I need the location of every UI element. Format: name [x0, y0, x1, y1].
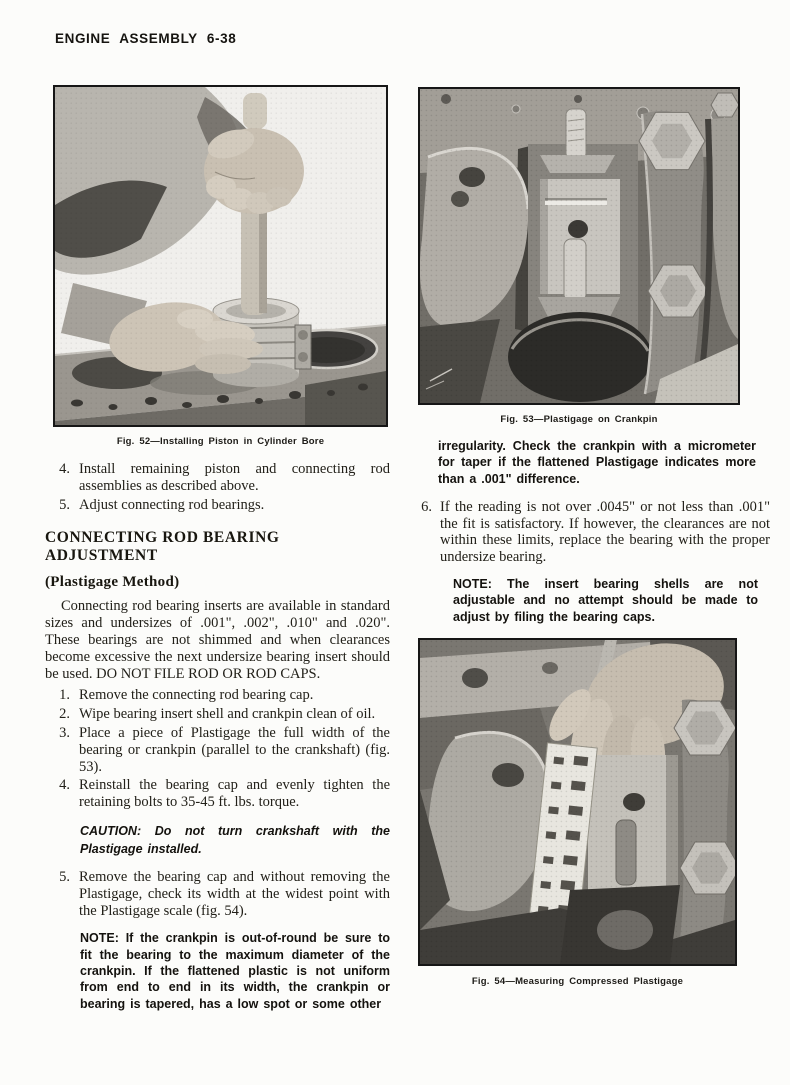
list-number: 4.: [59, 777, 70, 794]
list-text: Adjust connecting rod bearings.: [79, 496, 265, 513]
list-text: Install remaining piston and connecting rod assemblies as described above.: [79, 461, 390, 494]
note-crankpin: NOTE: If the crankpin is out-of-round be sure to fit the bearing to the maximum diameter of the crankpin. If the flattened plastic is not uniform from end to end in its width, the crankpin or bearing is tapered, has a low spot or some other: [80, 931, 390, 1011]
list-text: Reinstall the bearing cap and evenly tighten the retaining bolts to 35-45 ft. lbs. torque.: [79, 777, 390, 811]
step-6: [418, 499, 770, 566]
list-item: [45, 497, 390, 514]
list-item: [45, 687, 390, 704]
procedure-steps: [45, 687, 390, 811]
list-item: [45, 706, 390, 723]
figure-54: [418, 638, 737, 966]
list-text: Remove the bearing cap and without removing the Plastigage, check its width at the widest point with the Plastigage scale (fig. 54).: [79, 868, 390, 919]
left-column: [45, 85, 390, 1012]
right-column: [418, 87, 770, 987]
section-heading: CONNECTING ROD BEARING ADJUSTMENT: [45, 529, 280, 565]
figure-52: [53, 85, 388, 427]
figure-54-caption: Fig. 54—Measuring Compressed Plastigage: [471, 975, 684, 987]
list-item: [45, 869, 390, 919]
list-number: 6.: [421, 498, 432, 515]
figure-54-photo: [420, 640, 735, 964]
step-5: [45, 869, 390, 919]
list-item: [45, 461, 390, 495]
figure-52-caption: Fig. 52—Installing Piston in Cylinder Bore: [116, 436, 325, 447]
steps-top: [45, 461, 390, 513]
list-item: [418, 499, 770, 566]
list-number: 5.: [59, 868, 70, 885]
list-text: Remove the connecting rod bearing cap.: [79, 687, 314, 704]
intro-paragraph: Connecting rod bearing inserts are available in standard sizes and undersizes of .001", .002", .010" and .020". These bearings are not shimmed and when clearances become excessive the next undersize bearing insert should be used. DO NOT FILE ROD OR ROD CAPS.: [45, 598, 390, 682]
list-item: [45, 725, 390, 775]
list-number: 1.: [59, 687, 70, 704]
caution-note: CAUTION: Do not turn crankshaft with the Plastigage installed.: [80, 823, 390, 856]
continuation-paragraph: irregularity. Check the crankpin with a micrometer for taper if the flattened Plastigage indicates more than a .001" difference.: [438, 439, 756, 486]
figure-53: [418, 87, 740, 405]
figure-53-caption: Fig. 53—Plastigage on Crankpin: [500, 414, 658, 425]
list-text: If the reading is not over .0045" or not less than .001" the fit is satisfactory. If however, the clearances are not within these limits, replace the bearing with the proper undersize bearing.: [440, 498, 770, 566]
list-text: Wipe bearing insert shell and crankpin clean of oil.: [79, 706, 376, 723]
list-text: Place a piece of Plastigage the full width of the bearing or crankpin (parallel to the crankshaft) (fig. 53).: [79, 724, 390, 775]
list-item: [45, 777, 390, 811]
figure-52-photo: [55, 87, 386, 425]
note-insert-shells: NOTE: The insert bearing shells are not adjustable and no attempt should be made to adjust by filing the bearing caps.: [453, 577, 758, 624]
list-number: 4.: [59, 461, 70, 477]
list-number: 5.: [59, 496, 70, 513]
list-number: 2.: [59, 706, 70, 723]
page-header: ENGINE ASSEMBLY 6-38: [55, 31, 237, 46]
section-subheading: (Plastigage Method): [45, 574, 180, 591]
list-number: 3.: [59, 724, 70, 741]
figure-53-photo: [420, 89, 738, 403]
